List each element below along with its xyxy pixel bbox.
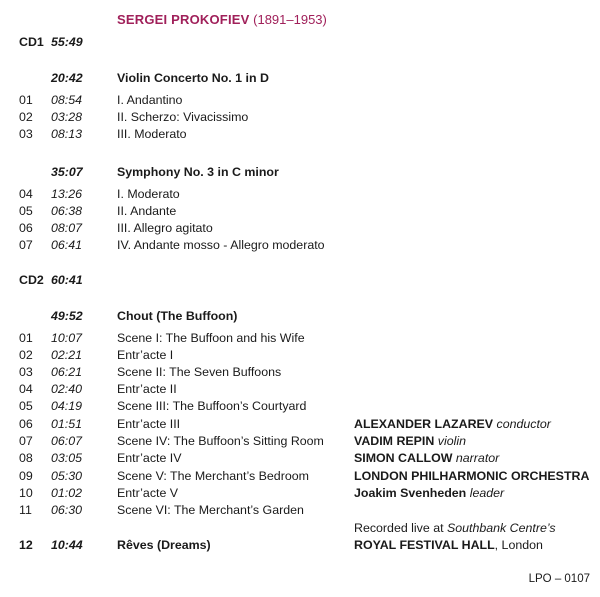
- catalog-number: LPO – 0107: [528, 573, 590, 585]
- performer-role: conductor: [496, 417, 551, 431]
- track-title: Entr’acte IV: [117, 451, 182, 465]
- credit-line: [354, 450, 589, 467]
- composer-dates: (1891–1953): [253, 12, 327, 27]
- track-time: 06:41: [51, 238, 83, 252]
- track-number: 06: [19, 417, 33, 431]
- work-duration: 20:42: [51, 71, 83, 85]
- track-number: 08: [19, 451, 33, 465]
- track-number: 01: [19, 93, 33, 107]
- performer-role: leader: [469, 485, 505, 500]
- cd2-header: [0, 272, 600, 289]
- performer-role: violin: [437, 434, 467, 449]
- track-number: 04: [19, 382, 33, 396]
- track-title: IV. Andante mosso - Allegro moderato: [117, 238, 325, 252]
- performer-role: narrator: [455, 451, 500, 466]
- performer-name: ALEXANDER LAZAREV: [354, 417, 494, 431]
- track-number: 09: [19, 469, 33, 483]
- track-number: 11: [19, 503, 32, 517]
- track-row: [0, 330, 600, 347]
- performer-name: LONDON PHILHARMONIC ORCHESTRA: [354, 468, 590, 483]
- track-title: II. Scherzo: Vivacissimo: [117, 110, 249, 124]
- recording-city: , London: [494, 538, 543, 552]
- credit-line: [354, 485, 589, 502]
- cd1-header: [0, 34, 600, 51]
- track-row: [0, 237, 600, 254]
- track-title: Scene IV: The Buffoon’s Sitting Room: [117, 434, 324, 448]
- recording-venue: Southbank Centre’s: [446, 521, 556, 535]
- track-number: 07: [19, 238, 33, 252]
- work-header: [0, 308, 600, 325]
- track-title: Scene I: The Buffoon and his Wife: [117, 331, 305, 345]
- recording-hall: ROYAL FESTIVAL HALL: [354, 538, 495, 552]
- cd-total-time: 55:49: [51, 35, 83, 49]
- work-title: Chout (The Buffoon): [117, 309, 238, 323]
- track-number: 12: [19, 538, 33, 552]
- track-title: I. Moderato: [117, 187, 180, 201]
- track-time: 10:07: [51, 331, 83, 345]
- track-title: II. Andante: [117, 204, 177, 218]
- track-row: [0, 502, 600, 519]
- composer-heading: [117, 12, 327, 27]
- cd-label: CD2: [19, 273, 44, 287]
- work-title: Rêves (Dreams): [117, 538, 211, 552]
- track-time: 06:38: [51, 204, 83, 218]
- cd-label: CD1: [19, 35, 44, 49]
- track-row: [0, 109, 600, 126]
- track-time: 05:30: [51, 469, 83, 483]
- work-header: [0, 70, 600, 87]
- recording-line-1: [354, 520, 556, 537]
- track-row: [0, 186, 600, 203]
- track-row: [0, 203, 600, 220]
- track-time: 06:21: [51, 365, 83, 379]
- work-title: Violin Concerto No. 1 in D: [117, 71, 269, 85]
- track-title: III. Moderato: [117, 127, 187, 141]
- track-time: 06:30: [51, 503, 83, 517]
- track-number: 03: [19, 365, 33, 379]
- work-header: [0, 164, 600, 181]
- performer-name: VADIM REPIN: [354, 434, 435, 449]
- track-number: 02: [19, 110, 33, 124]
- track-number: 03: [19, 127, 33, 141]
- track-row: [0, 92, 600, 109]
- track-number: 01: [19, 331, 33, 345]
- track-title: Entr’acte III: [117, 417, 181, 431]
- track-time: 01:51: [51, 417, 83, 431]
- track-time: 02:21: [51, 348, 83, 362]
- credit-line: [354, 433, 589, 450]
- work-duration: 35:07: [51, 165, 83, 179]
- track-title: Entr’acte V: [117, 486, 179, 500]
- track-row: [0, 364, 600, 381]
- track-number: 04: [19, 187, 33, 201]
- track-number: 05: [19, 399, 33, 413]
- track-title: Scene VI: The Merchant’s Garden: [117, 503, 304, 517]
- track-row: [0, 347, 600, 364]
- track-number: 10: [19, 486, 33, 500]
- track-title: Scene III: The Buffoon’s Courtyard: [117, 399, 307, 413]
- performer-credits: [354, 416, 589, 502]
- track-title: Entr’acte II: [117, 382, 177, 396]
- work-duration: 49:52: [51, 309, 83, 323]
- track-time: 10:44: [51, 538, 83, 552]
- work-title: Symphony No. 3 in C minor: [117, 165, 279, 179]
- track-row: [0, 126, 600, 143]
- track-row: [0, 220, 600, 237]
- credit-line: [354, 416, 589, 433]
- track-time: 04:19: [51, 399, 83, 413]
- track-time: 08:54: [51, 93, 83, 107]
- track-number: 02: [19, 348, 33, 362]
- composer-name: SERGEI PROKOFIEV: [117, 12, 250, 27]
- credit-line: [354, 468, 589, 485]
- track-row: [0, 381, 600, 398]
- track-time: 03:28: [51, 110, 83, 124]
- track-time: 06:07: [51, 434, 83, 448]
- track-time: 08:13: [51, 127, 83, 141]
- track-time: 08:07: [51, 221, 83, 235]
- performer-name: SIMON CALLOW: [354, 451, 453, 466]
- track-row: [0, 398, 600, 415]
- track-number: 07: [19, 434, 33, 448]
- cd-total-time: 60:41: [51, 273, 83, 287]
- track-title: Scene II: The Seven Buffoons: [117, 365, 282, 379]
- performer-name: Joakim Svenheden: [354, 485, 467, 500]
- recording-prefix: Recorded live at: [354, 521, 447, 535]
- track-title: III. Allegro agitato: [117, 221, 213, 235]
- track-time: 01:02: [51, 486, 83, 500]
- track-title: Entr’acte I: [117, 348, 174, 362]
- track-time: 03:05: [51, 451, 83, 465]
- track-time: 13:26: [51, 187, 83, 201]
- track-title: I. Andantino: [117, 93, 183, 107]
- track-time: 02:40: [51, 382, 83, 396]
- track-number: 06: [19, 221, 33, 235]
- track-number: 05: [19, 204, 33, 218]
- track-title: Scene V: The Merchant’s Bedroom: [117, 469, 309, 483]
- recording-line-2: [354, 537, 543, 554]
